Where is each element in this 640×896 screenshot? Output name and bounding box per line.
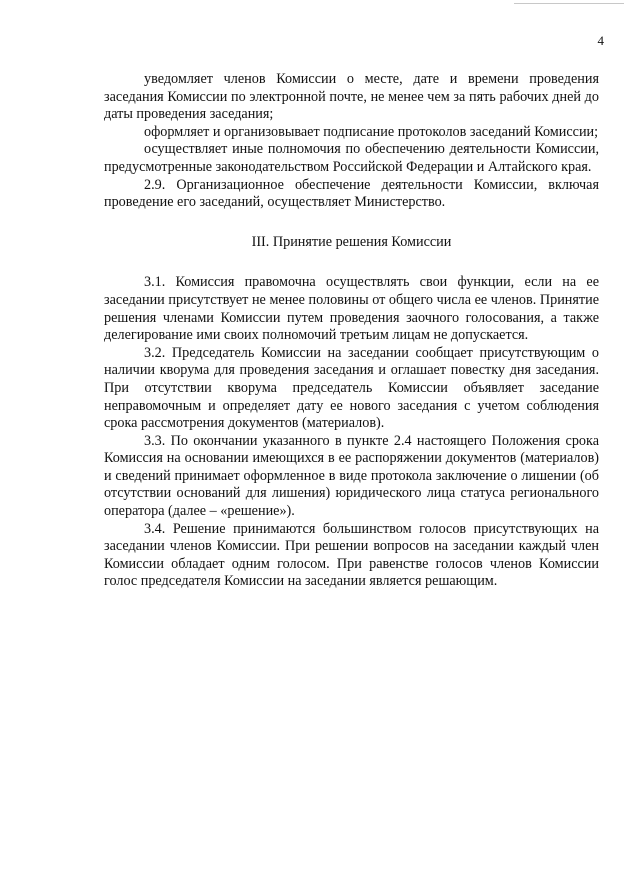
- paragraph-3-3: 3.3. По окончании указанного в пункте 2.4 настоящего Положения срока Комиссия на основании имеющихся в ее распоряжении документов (материалов) и сведений принимает оформленное в виде протокола заключение о лишении (об отсутствии оснований для лишения) юридического лица статуса регионального оператора (далее – «решение»).: [104, 432, 599, 520]
- paragraph-3-4: 3.4. Решение принимаются большинством голосов присутствующих на заседании членов Комиссии. При решении вопросов на заседании каждый член Комиссии обладает одним голосом. При равенстве голосов членов Комиссии голос председателя Комиссии на заседании является решающим.: [104, 520, 599, 590]
- section-heading: III. Принятие решения Комиссии: [251, 233, 452, 250]
- document-body: [104, 71, 599, 591]
- paragraph-protocols: оформляет и организовывает подписание протоколов заседаний Комиссии;: [144, 123, 599, 140]
- scan-edge-line: [514, 3, 624, 4]
- paragraph-2-9: 2.9. Организационное обеспечение деятельности Комиссии, включая проведение его заседаний, осуществляет Министерство.: [104, 176, 599, 211]
- paragraph-3-2: 3.2. Председатель Комиссии на заседании сообщает присутствующим о наличии кворума для проведения заседания и оглашает повестку дня заседания. При отсутствии кворума председатель Комиссии объявляет заседание неправомочным и определяет дату ее нового заседания с учетом соблюдения срока рассмотрения документов (материалов).: [104, 344, 599, 432]
- paragraph-other-powers: осуществляет иные полномочия по обеспечению деятельности Комиссии, предусмотренные законодательством Российской Федерации и Алтайского края.: [104, 141, 599, 175]
- page-number: 4: [597, 33, 604, 48]
- paragraph-3-1: 3.1. Комиссия правомочна осуществлять свои функции, если на ее заседании присутствует не менее половины от общего числа ее членов. Принятие решения членами Комиссии путем проведения заочного голосования, а также делегирование ими своих полномочий третьим лицам не допускается.: [104, 274, 599, 344]
- paragraph-notify-members: уведомляет членов Комиссии о месте, дате и времени проведения заседания Комиссии по электронной почте, не менее чем за пять рабочих дней до даты проведения заседания;: [104, 71, 599, 123]
